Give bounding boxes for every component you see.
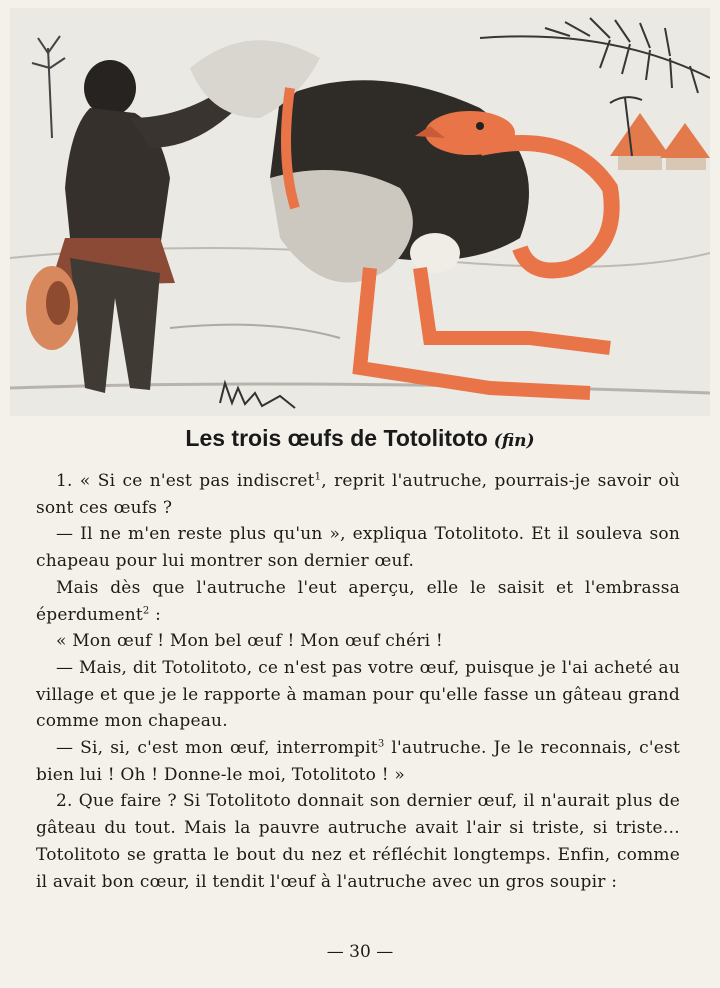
paragraph: — Si, si, c'est mon œuf, interrompit$^3$ l'autruche. Je le reconnais, c'est bien lui ! Oh ! Donne-le moi, Totolitoto ! »	[36, 738, 680, 785]
ostrich-illustration	[10, 8, 710, 416]
page-title	[0, 418, 720, 458]
story-text	[36, 468, 680, 895]
footnote-marker: 1	[314, 471, 322, 483]
paragraph: 2. Que faire ? Si Totolitoto donnait son dernier œuf, il n'aurait plus de gâteau du tout. Mais la pauvre autruche avait l'air si triste, si triste… Totolitoto se gratta le bout du nez et réfléchit longtemps. Enfin, comme il avait bon cœur, il tendit l'œuf à l'autruche avec un gros soupir :	[36, 791, 680, 892]
title-suffix: (fin)	[493, 431, 535, 451]
paragraph: « Mon œuf ! Mon bel œuf ! Mon œuf chéri !	[56, 631, 443, 652]
paragraph: — Mais, dit Totolitoto, ce n'est pas votre œuf, puisque je l'ai acheté au village et que je le rapporte à maman pour qu'elle fasse un gâteau grand comme mon chapeau.	[36, 657, 680, 732]
paragraph: — Il ne m'en reste plus qu'un », expliqua Totolitoto. Et il souleva son chapeau pour lui montrer son dernier œuf.	[36, 524, 680, 572]
footnote-marker: 3	[377, 738, 385, 750]
title-main: Les trois œufs de Totolitoto	[185, 425, 488, 451]
paragraph: 1. « Si ce n'est pas indiscret$^1$, reprit l'autruche, pourrais-je savoir où sont ces œufs ?	[36, 471, 680, 518]
page-number: — 30 —	[326, 942, 394, 962]
footnote-marker: 2	[142, 604, 150, 616]
paragraph: Mais dès que l'autruche l'eut aperçu, elle le saisit et l'embrassa éperdument$^2$ :	[36, 577, 680, 625]
